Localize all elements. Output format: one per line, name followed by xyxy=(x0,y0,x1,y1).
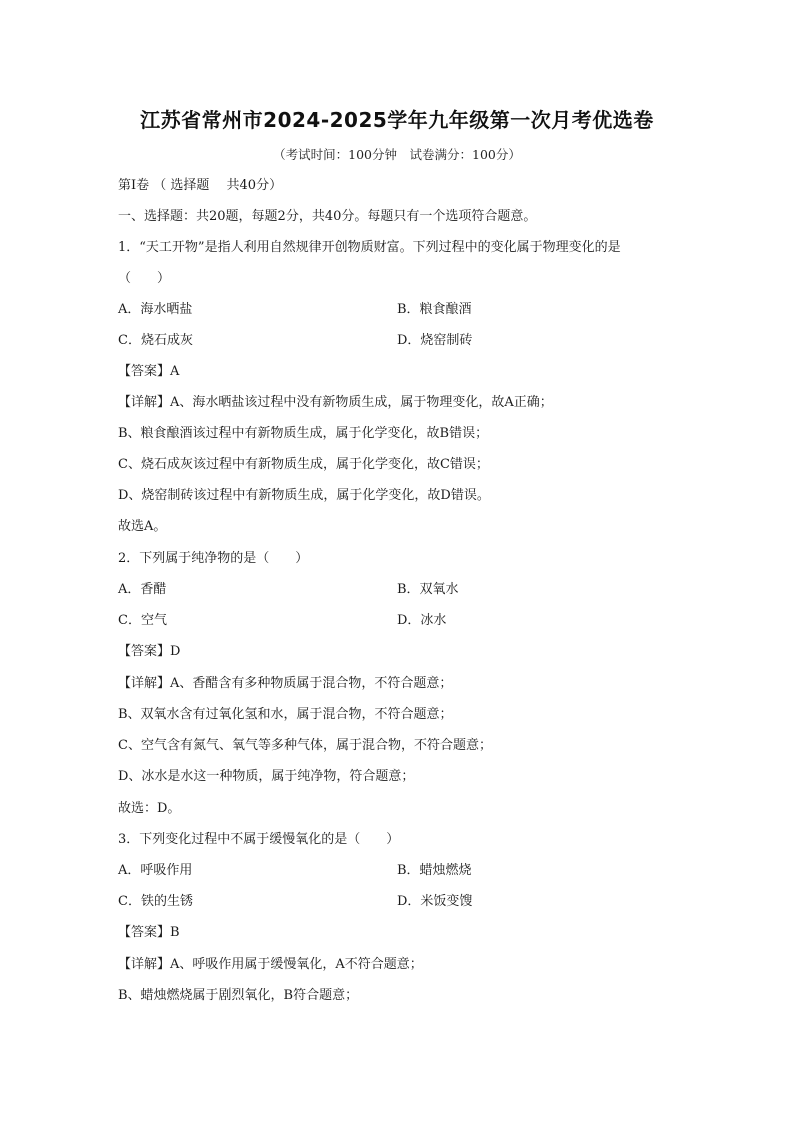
question-2-option-c: C．空气 xyxy=(118,613,167,628)
question-1-option-a: A．海水晒盐 xyxy=(118,302,193,317)
question-3-stem: 3．下列变化过程中不属于缓慢氧化的是（ ） xyxy=(118,832,400,847)
question-1-stem-cont: （ ） xyxy=(118,271,171,286)
question-2-conclusion: 故选：D。 xyxy=(118,801,181,816)
question-3-answer: 【答案】B xyxy=(118,925,180,940)
question-1-explanation-line: D、烧窑制砖该过程中有新物质生成，属于化学变化，故D错误。 xyxy=(118,488,490,503)
question-2-option-d: D．冰水 xyxy=(397,613,447,628)
question-3-option-c: C．铁的生锈 xyxy=(118,894,193,909)
question-1-explanation-line: C、烧石成灰该过程中有新物质生成，属于化学变化，故C错误； xyxy=(118,457,489,472)
question-2-option-b: B．双氧水 xyxy=(397,582,459,597)
question-1-option-c: C．烧石成灰 xyxy=(118,333,193,348)
question-3-explanation-line: B、蜡烛燃烧属于剧烈氧化，B符合题意； xyxy=(118,988,359,1003)
question-1-option-d: D．烧窑制砖 xyxy=(397,333,473,348)
question-2-explanation-line: C、空气含有氮气、氧气等多种气体，属于混合物，不符合题意； xyxy=(118,738,492,753)
question-1-answer: 【答案】A xyxy=(118,364,180,379)
question-3-option-d: D．米饭变馊 xyxy=(397,894,473,909)
question-3-explanation-line: 【详解】A、呼吸作用属于缓慢氧化，A不符合题意； xyxy=(118,957,423,972)
section-header: 第Ⅰ卷 （ 选择题 共40分） xyxy=(118,178,283,193)
question-1-explanation-line: 【详解】A、海水晒盐该过程中没有新物质生成，属于物理变化，故A正确； xyxy=(118,395,553,410)
question-2-answer: 【答案】D xyxy=(118,644,181,659)
instructions: 一、选择题：共20题，每题2分，共40分。每题只有一个选项符合题意。 xyxy=(118,209,537,224)
question-3-option-a: A．呼吸作用 xyxy=(118,863,193,878)
question-1-stem: 1．“天工开物”是指人利用自然规律开创物质财富。下列过程中的变化属于物理变化的是 xyxy=(118,240,621,255)
question-3-option-b: B．蜡烛燃烧 xyxy=(397,863,472,878)
question-1-option-b: B．粮食酿酒 xyxy=(397,302,472,317)
question-1-conclusion: 故选A。 xyxy=(118,519,167,534)
question-2-stem: 2．下列属于纯净物的是（ ） xyxy=(118,551,309,566)
question-2-explanation-line: D、冰水是水这一种物质，属于纯净物，符合题意； xyxy=(118,769,415,784)
question-2-explanation-line: B、双氧水含有过氧化氢和水，属于混合物，不符合题意； xyxy=(118,707,453,722)
exam-info: （考试时间：100分钟 试卷满分：100分） xyxy=(273,147,521,162)
question-1-explanation-line: B、粮食酿酒该过程中有新物质生成，属于化学变化，故B错误； xyxy=(118,426,489,441)
page-title: 江苏省常州市2024-2025学年九年级第一次月考优选卷 xyxy=(140,108,654,132)
question-2-option-a: A．香醋 xyxy=(118,582,167,597)
question-2-explanation-line: 【详解】A、香醋含有多种物质属于混合物，不符合题意； xyxy=(118,676,453,691)
